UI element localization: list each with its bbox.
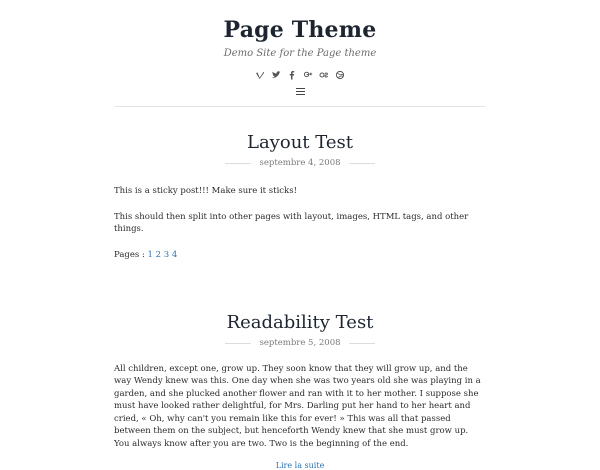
- post-title[interactable]: Readability Test: [114, 311, 486, 335]
- hamburger-menu-icon[interactable]: [296, 88, 305, 96]
- facebook-icon[interactable]: [287, 70, 297, 80]
- google-plus-icon[interactable]: [303, 70, 313, 80]
- read-more-link[interactable]: Lire la suite: [114, 461, 486, 470]
- post-title[interactable]: Layout Test: [114, 131, 486, 155]
- vimeo-icon[interactable]: [255, 70, 265, 80]
- social-links: [0, 70, 600, 82]
- post-paragraph: This is a sticky post!!! Make sure it sticks!: [114, 185, 486, 198]
- page-link-2[interactable]: 2: [156, 250, 161, 260]
- pagination-label: Pages :: [114, 250, 145, 260]
- page-link-1[interactable]: 1: [148, 250, 153, 260]
- lastfm-icon[interactable]: [319, 70, 329, 80]
- post-layout-test: [114, 131, 486, 261]
- twitter-icon[interactable]: [271, 70, 281, 80]
- header-divider: [115, 106, 485, 107]
- page-link-4[interactable]: 4: [172, 250, 177, 260]
- dribbble-icon[interactable]: [335, 70, 345, 80]
- site-header: [0, 0, 600, 107]
- page-link-3[interactable]: 3: [164, 250, 169, 260]
- post-date[interactable]: septembre 5, 2008: [114, 337, 486, 349]
- post-date[interactable]: septembre 4, 2008: [114, 157, 486, 169]
- post-readability-test: [114, 311, 486, 470]
- post-paragraph: This should then split into other pages with layout, images, HTML tags, and other things.: [114, 211, 486, 236]
- site-title[interactable]: Page Theme: [0, 16, 600, 44]
- site-description: Demo Site for the Page theme: [0, 47, 600, 61]
- pagination: [114, 249, 486, 261]
- post-paragraph: All children, except one, grow up. They soon know that they will grow up, and the way Wendy knew was this. One day when she was two years old she was playing in a garden, and she plucked another flower and ran with it to her mother. I suppose she must have looked rather delightful, for Mrs. Darling put her hand to her heart and cried, « Oh, why can't you remain like this for ever! » This was all that passed between them on the subject, but henceforth Wendy knew that she must grow up. You always know after you are two. Two is the beginning of the end.: [114, 363, 486, 451]
